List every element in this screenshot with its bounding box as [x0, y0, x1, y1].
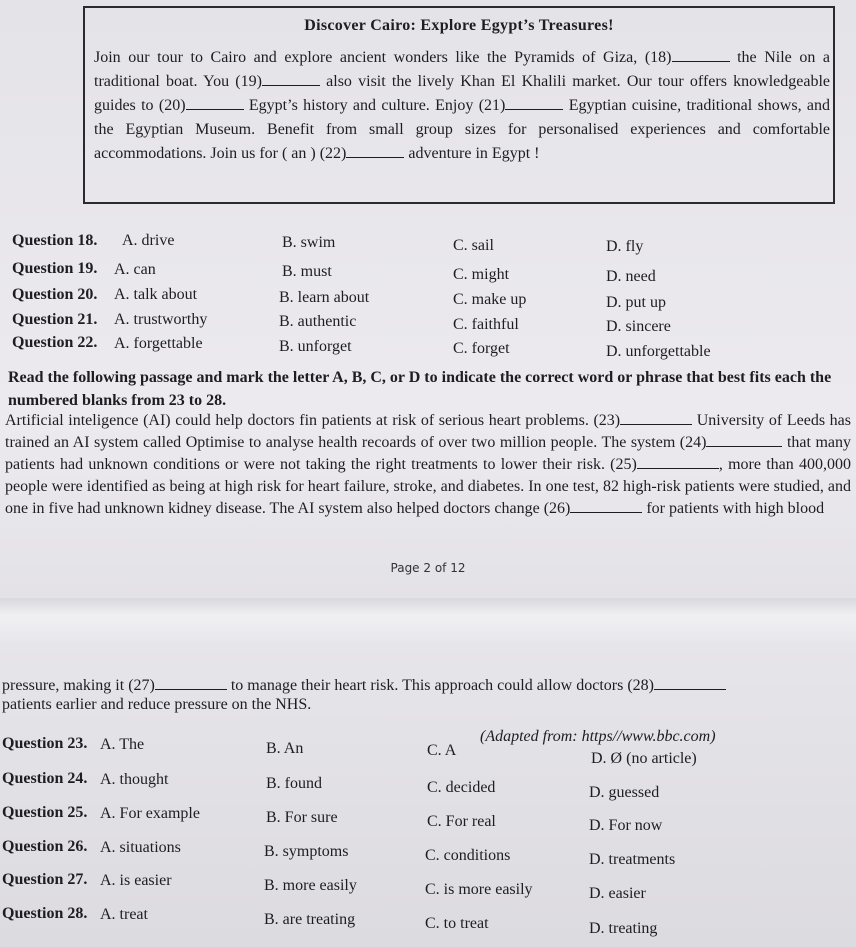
option-b[interactable]: B. unforget: [279, 338, 352, 355]
option-c[interactable]: C. conditions: [425, 847, 511, 864]
reading-line: the Nile on a traditional boat. You (19): [94, 49, 831, 90]
option-d[interactable]: D. unforgettable: [606, 343, 711, 360]
reading-line: adventure in Egypt !: [408, 145, 540, 162]
option-b[interactable]: B. learn about: [279, 289, 370, 306]
blank-21: [505, 109, 563, 110]
blank-22: [346, 157, 404, 158]
option-c[interactable]: C. make up: [453, 291, 527, 308]
option-c[interactable]: C. A: [427, 742, 457, 759]
passage-sentence: patients earlier and reduce pressure on the NHS.: [2, 696, 312, 713]
option-a[interactable]: A. situations: [100, 839, 181, 856]
option-d[interactable]: D. treating: [589, 920, 658, 937]
question-label: Question 24.: [2, 770, 88, 787]
option-b[interactable]: B. found: [266, 775, 322, 792]
option-a[interactable]: A. drive: [122, 232, 175, 249]
reading-box: [83, 6, 835, 204]
option-a[interactable]: A. forgettable: [114, 335, 203, 352]
reading-line: Egypt’s history and culture. Enjoy (21): [248, 97, 506, 114]
page-break: [0, 598, 856, 642]
blank-26: [570, 512, 642, 513]
option-c[interactable]: C. forget: [453, 340, 510, 357]
option-a[interactable]: A. The: [100, 736, 145, 753]
reading-title: Discover Cairo: Explore Egypt’s Treasures!: [304, 17, 614, 34]
passage-continued: [2, 676, 850, 714]
option-d[interactable]: D. guessed: [589, 784, 660, 801]
blank-25: [637, 468, 719, 469]
reading-line: also visit the lively Khan El Khalili market. Our tour offers knowledgeable guides to (20): [94, 73, 830, 114]
passage-text: [5, 410, 851, 520]
option-a[interactable]: A. For example: [100, 805, 200, 822]
source-citation: (Adapted from: https//www.bbc.com): [480, 728, 716, 745]
option-c[interactable]: C. faithful: [453, 316, 519, 333]
instruction-text: Read the following passage and mark the letter A, B, C, or D to indicate the correct word or phrase that best fits each the numbered blanks from 23 to 28.: [8, 369, 832, 409]
option-b[interactable]: B. An: [266, 740, 304, 757]
passage-sentence: , more than 400,000 people were identified as being at high risk for heart failure, stroke, and diabetes. In one test, 82 high-risk patients were studied, and one in five had unknown kidney disease. The AI system also helped doctors change (26): [5, 456, 851, 517]
option-d[interactable]: D. treatments: [589, 851, 676, 868]
blank-19: [262, 85, 320, 86]
option-a[interactable]: A. can: [114, 261, 156, 278]
option-a[interactable]: A. treat: [100, 906, 148, 923]
reading-line: Join our tour to Cairo and explore ancient wonders like the Pyramids of Giza, (18): [94, 49, 672, 66]
blank-28: [654, 689, 726, 690]
question-label: Question 28.: [2, 905, 88, 922]
blank-24: [706, 446, 782, 447]
option-b[interactable]: B. authentic: [279, 313, 357, 330]
option-c[interactable]: C. decided: [427, 779, 496, 796]
passage-sentence: University of Leeds has trained an AI system called Optimise to analyse health recoards of over two million people. The system (24): [5, 412, 852, 451]
passage-sentence: pressure, making it (27): [2, 677, 155, 694]
option-d[interactable]: D. Ø (no article): [591, 750, 697, 767]
reading-text: [94, 46, 830, 166]
option-d[interactable]: D. put up: [606, 294, 666, 311]
option-a[interactable]: A. is easier: [100, 872, 172, 889]
option-d[interactable]: D. For now: [589, 817, 663, 834]
option-d[interactable]: D. need: [606, 268, 656, 285]
option-c[interactable]: C. to treat: [425, 915, 489, 932]
question-label: Question 21.: [12, 311, 98, 328]
option-a[interactable]: A. trustworthy: [114, 311, 208, 328]
blank-23: [620, 424, 692, 425]
blank-18: [672, 61, 730, 62]
option-b[interactable]: B. For sure: [266, 809, 338, 826]
question-label: Question 25.: [2, 804, 88, 821]
option-d[interactable]: D. sincere: [606, 318, 671, 335]
option-b[interactable]: B. are treating: [264, 911, 356, 928]
option-b[interactable]: B. symptoms: [264, 843, 349, 860]
option-a[interactable]: A. thought: [100, 771, 169, 788]
option-c[interactable]: C. sail: [453, 237, 494, 254]
option-c[interactable]: C. is more easily: [425, 881, 533, 898]
option-d[interactable]: D. easier: [589, 885, 646, 902]
option-a[interactable]: A. talk about: [114, 286, 198, 303]
question-label: Question 18.: [12, 232, 98, 249]
option-b[interactable]: B. swim: [282, 234, 336, 251]
question-label: Question 23.: [2, 735, 88, 752]
option-b[interactable]: B. must: [282, 263, 332, 280]
option-b[interactable]: B. more easily: [264, 877, 357, 894]
question-label: Question 27.: [2, 871, 88, 888]
option-c[interactable]: C. might: [453, 266, 510, 283]
blank-20: [186, 109, 244, 110]
blank-27: [155, 689, 227, 690]
passage-sentence: to manage their heart risk. This approach could allow doctors (28): [230, 677, 654, 694]
option-d[interactable]: D. fly: [606, 238, 644, 255]
question-label: Question 22.: [12, 334, 98, 351]
page-number: Page 2 of 12: [390, 561, 466, 575]
passage-sentence: for patients with high blood: [646, 500, 825, 517]
reading-line: Egyptian cuisine, traditional shows, and the Egyptian Museum. Benefit from small group sizes for personalised experiences and comfortable accommodations. Join us for ( an ) (22): [94, 97, 831, 162]
option-c[interactable]: C. For real: [427, 813, 496, 830]
passage-sentence: Artificial inteligence (AI) could help doctors fin patients at risk of serious heart problems. (23): [5, 412, 621, 429]
question-label: Question 20.: [12, 286, 98, 303]
passage-line: [2, 676, 850, 695]
question-label: Question 26.: [2, 838, 88, 855]
passage-sentence: that many patients had unknown conditions or were not taking the right treatments to lower their risk. (25): [5, 434, 851, 473]
question-label: Question 19.: [12, 260, 98, 277]
